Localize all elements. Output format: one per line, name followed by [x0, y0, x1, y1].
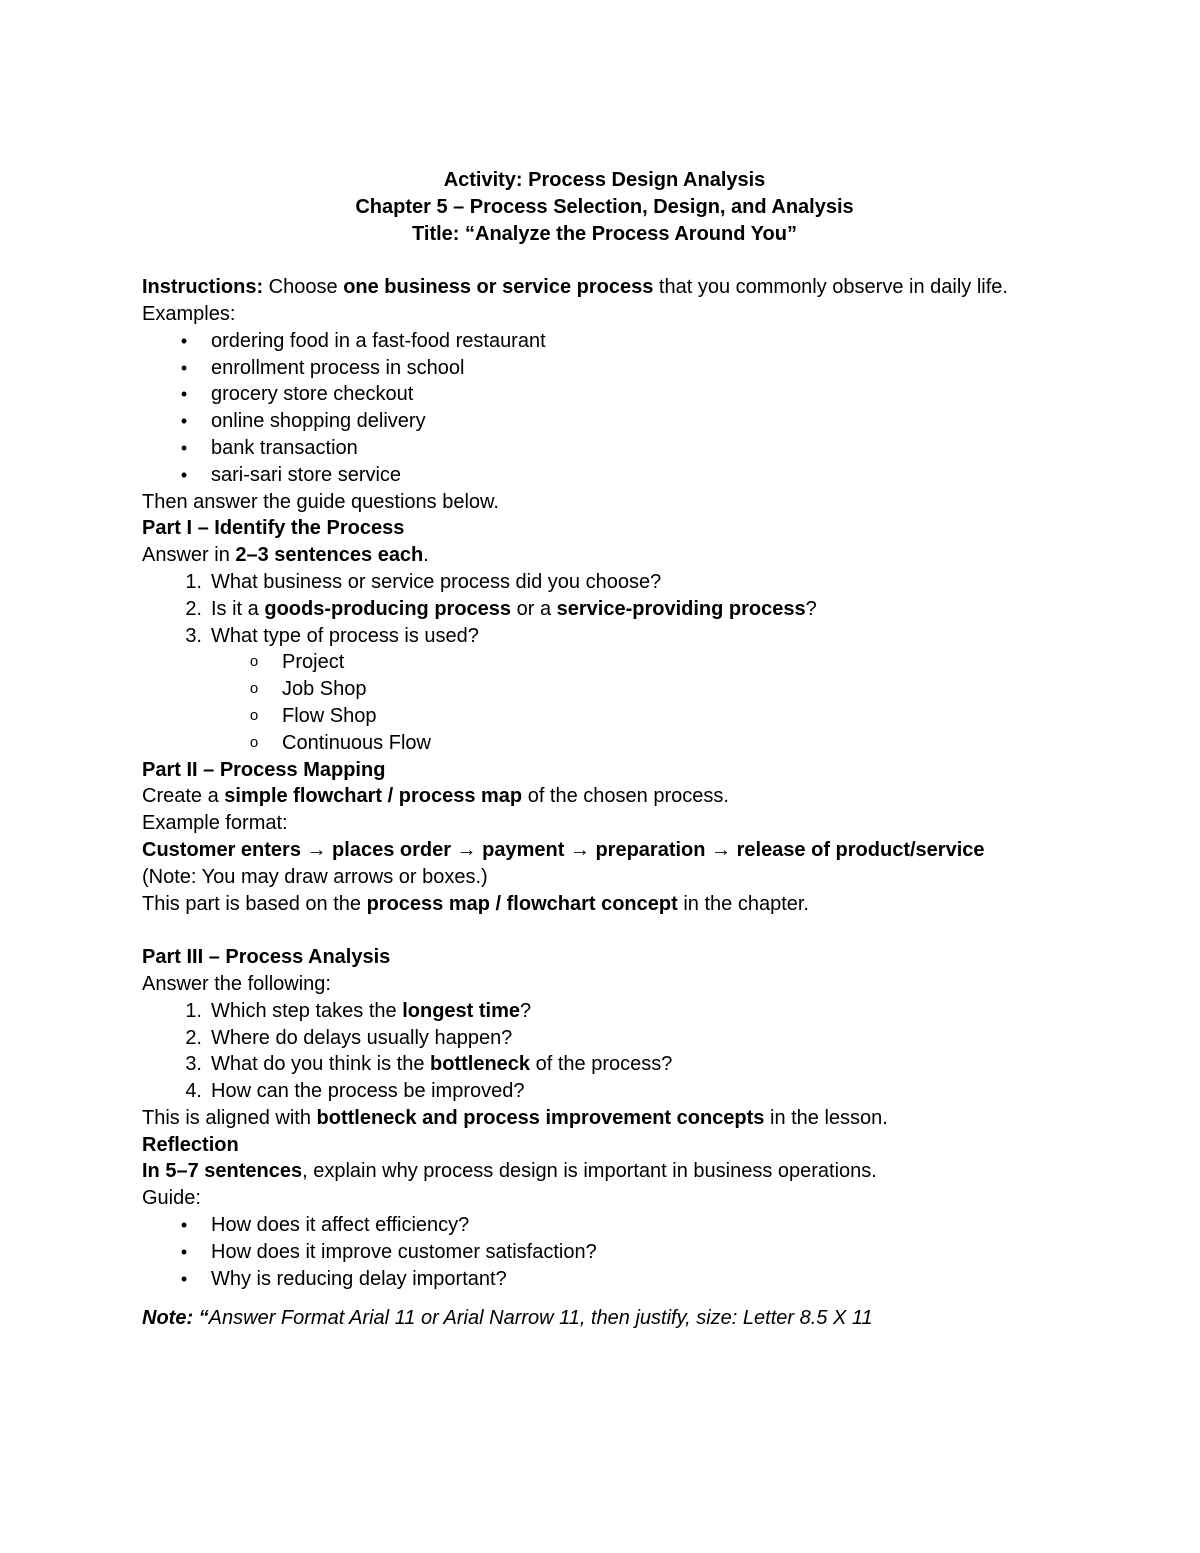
guide-item	[142, 1266, 1067, 1293]
question-number: 3.	[185, 624, 202, 647]
circle-bullet-icon: o	[249, 653, 259, 671]
question-text	[211, 596, 817, 623]
question-number: 2.	[185, 597, 202, 620]
question-number: 2.	[185, 1026, 202, 1049]
chapter-title: Chapter 5 – Process Selection, Design, and Analysis	[355, 195, 854, 218]
document-page	[142, 167, 1067, 1332]
instructions-label: Instructions:	[142, 276, 264, 299]
guide-text: How does it improve customer satisfaction?	[211, 1240, 597, 1263]
process-type-text: Continuous Flow	[282, 731, 431, 754]
bullet-icon: •	[180, 357, 188, 378]
part1-intro-end: .	[423, 544, 429, 567]
question-number: 4.	[185, 1080, 202, 1103]
part2-create-text: Create a	[142, 785, 225, 808]
bullet-icon: •	[180, 411, 188, 432]
q2-bold-goods: goods-producing process	[264, 597, 512, 620]
bullet-icon: •	[180, 1215, 188, 1236]
bullet-icon: •	[180, 1268, 188, 1289]
example-item	[142, 435, 1067, 462]
reflection-guide-label: Guide:	[142, 1187, 201, 1210]
circle-bullet-icon: o	[249, 733, 259, 751]
question-item	[142, 998, 1067, 1025]
reflection-intro-bold: In 5–7 sentences	[142, 1160, 303, 1183]
q2-text-b: or a	[511, 597, 557, 620]
question-number: 1.	[185, 999, 202, 1022]
part2-based-end: in the chapter.	[677, 892, 809, 915]
reflection-intro-text: , explain why process design is important in business operations.	[302, 1160, 877, 1183]
format-note	[142, 1305, 1067, 1332]
example-item	[142, 408, 1067, 435]
part2-format-flow: Customer enters → places order → payment → preparation → release of product/service	[142, 838, 985, 861]
part2-based	[142, 891, 1067, 918]
p3q1-bold: longest time	[402, 999, 520, 1022]
instructions-bold: one business or service process	[343, 276, 654, 299]
circle-bullet-icon: o	[249, 706, 259, 724]
part2-based-text: This part is based on the	[142, 892, 367, 915]
question-item	[142, 596, 1067, 623]
example-item	[142, 355, 1067, 382]
reflection-intro	[142, 1158, 1067, 1185]
format-note-quote: “	[193, 1307, 209, 1330]
process-type-item	[142, 703, 1067, 730]
p3q1-text-a: Which step takes the	[211, 999, 403, 1022]
activity-title: Activity: Process Design Analysis	[443, 169, 766, 191]
part2-heading: Part II – Process Mapping	[142, 758, 386, 781]
q2-text-a: Is it a	[211, 597, 265, 620]
bullet-icon: •	[180, 437, 188, 458]
instructions-paragraph	[142, 274, 1067, 301]
circle-bullet-icon: o	[249, 680, 259, 698]
question-number: 3.	[185, 1053, 202, 1076]
process-type-text: Flow Shop	[282, 704, 377, 727]
p3q3-bold: bottleneck	[430, 1053, 531, 1076]
example-text: enrollment process in school	[211, 356, 465, 379]
document-title: Title: “Analyze the Process Around You”	[412, 222, 797, 245]
format-note-text: Answer Format Arial 11 or Arial Narrow 11, then justify, size: Letter 8.5 X 11	[208, 1307, 873, 1330]
part2-create	[142, 783, 1067, 810]
part3-intro: Answer the following:	[142, 972, 331, 995]
question-text: How can the process be improved?	[211, 1080, 525, 1103]
guide-text: Why is reducing delay important?	[211, 1267, 507, 1290]
question-text: What business or service process did you choose?	[211, 570, 662, 593]
example-text: sari-sari store service	[211, 463, 402, 486]
part2-note: (Note: You may draw arrows or boxes.)	[142, 865, 488, 888]
part1-intro	[142, 542, 1067, 569]
question-item	[142, 1025, 1067, 1052]
example-item	[142, 381, 1067, 408]
process-type-item	[142, 649, 1067, 676]
question-item	[142, 1078, 1067, 1105]
question-item	[142, 623, 1067, 650]
example-text: online shopping delivery	[211, 410, 426, 433]
bullet-icon: •	[180, 330, 188, 351]
process-type-text: Project	[282, 651, 345, 674]
question-text	[211, 1051, 672, 1078]
instructions-closing: Then answer the guide questions below.	[142, 490, 499, 513]
guide-text: How does it affect efficiency?	[211, 1214, 470, 1237]
p3q3-text-a: What do you think is the	[211, 1053, 431, 1076]
instructions-text: Choose	[263, 276, 344, 299]
process-type-item	[142, 676, 1067, 703]
process-type-item	[142, 730, 1067, 757]
instructions-text-end: that you commonly observe in daily life.	[653, 276, 1008, 299]
part3-heading: Part III – Process Analysis	[142, 946, 391, 969]
q2-text-c: ?	[805, 597, 817, 620]
question-text: What type of process is used?	[211, 624, 479, 647]
p3q3-text-b: of the process?	[530, 1053, 673, 1076]
part2-create-bold: simple flowchart / process map	[224, 785, 523, 808]
question-item	[142, 569, 1067, 596]
example-text: ordering food in a fast-food restaurant	[211, 329, 546, 352]
part1-intro-bold: 2–3 sentences each	[235, 544, 424, 567]
example-text: bank transaction	[211, 436, 358, 459]
bullet-icon: •	[180, 464, 188, 485]
question-number: 1.	[185, 570, 202, 593]
examples-label: Examples:	[142, 302, 236, 325]
part2-format-label: Example format:	[142, 812, 288, 835]
part1-heading: Part I – Identify the Process	[142, 517, 405, 540]
guide-item	[142, 1212, 1067, 1239]
part3-aligned-text: This is aligned with	[142, 1106, 317, 1129]
spacer	[142, 917, 1067, 944]
question-text: Where do delays usually happen?	[211, 1026, 513, 1049]
guide-item	[142, 1239, 1067, 1266]
bullet-icon: •	[180, 384, 188, 405]
part3-aligned-end: in the lesson.	[764, 1106, 888, 1129]
example-item	[142, 462, 1067, 489]
question-item	[142, 1051, 1067, 1078]
example-text: grocery store checkout	[211, 383, 414, 406]
part3-aligned-bold: bottleneck and process improvement concepts	[316, 1106, 765, 1129]
format-note-label: Note:	[142, 1307, 194, 1330]
process-type-text: Job Shop	[282, 678, 367, 701]
bullet-icon: •	[180, 1241, 188, 1262]
part2-based-bold: process map / flowchart concept	[366, 892, 678, 915]
part1-intro-text: Answer in	[142, 544, 236, 567]
spacer	[142, 247, 1067, 274]
part2-create-end: of the chosen process.	[522, 785, 729, 808]
p3q1-text-b: ?	[520, 999, 532, 1022]
q2-bold-service: service-providing process	[556, 597, 806, 620]
question-text	[211, 998, 531, 1025]
example-item	[142, 328, 1067, 355]
part3-aligned	[142, 1105, 1067, 1132]
reflection-heading: Reflection	[142, 1133, 239, 1156]
